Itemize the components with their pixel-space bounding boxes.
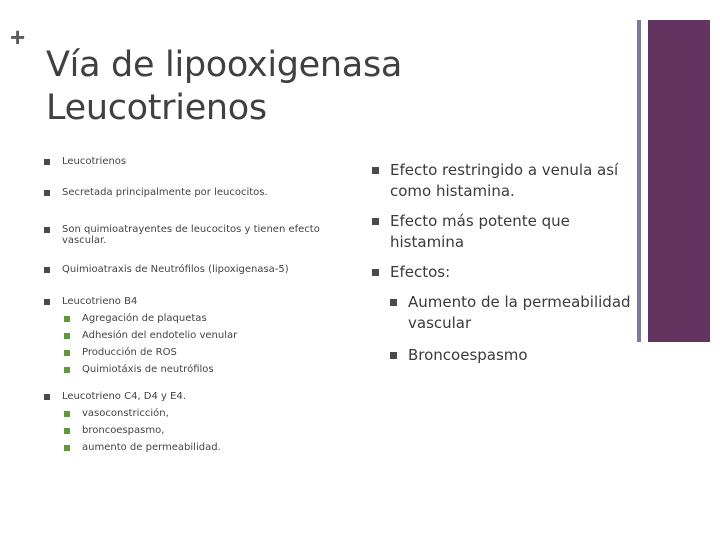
- list-item-text: Secretada principalmente por leucocitos.: [62, 187, 268, 198]
- sub-item-text: Aumento de la permeabilidad vascular: [408, 293, 631, 332]
- bullet-icon: [64, 428, 70, 434]
- list-item-text: Leucotrieno B4: [62, 296, 138, 307]
- list-item: [44, 156, 324, 167]
- slide-title: [46, 44, 606, 130]
- sub-list-item: [390, 292, 642, 334]
- list-item-text: Son quimioatrayentes de leucocitos y tienen efecto vascular.: [62, 224, 320, 246]
- sub-list-item: [62, 408, 324, 419]
- bullet-icon: [44, 299, 50, 305]
- sub-list-item: [62, 364, 324, 375]
- list-item-text: Leucotrieno C4, D4 y E4.: [62, 391, 186, 402]
- list-item-text: Efecto más potente que histamina: [390, 212, 570, 251]
- sub-list: [390, 292, 642, 366]
- list-item-text: Efectos:: [390, 263, 451, 281]
- sub-list-item: [62, 347, 324, 358]
- bullet-icon: [44, 159, 50, 165]
- list-item-text: Leucotrienos: [62, 156, 127, 167]
- bullet-icon: [64, 367, 70, 373]
- sub-list-item: [62, 442, 324, 453]
- list-item: [44, 296, 324, 375]
- list-item: [372, 211, 642, 253]
- sub-list-item: [390, 345, 642, 366]
- sub-item-text: Quimiotáxis de neutrófilos: [82, 364, 214, 375]
- list-item-text: Quimioatraxis de Neutrófilos (lipoxigenasa-5): [62, 264, 289, 275]
- sub-list: [62, 408, 324, 453]
- list-item-text: Efecto restringido a venula así como histamina.: [390, 161, 619, 200]
- bullet-icon: [64, 350, 70, 356]
- left-bullet-list: [44, 156, 324, 459]
- bullet-icon: [64, 411, 70, 417]
- list-item: [44, 264, 324, 275]
- list-item: [44, 224, 324, 246]
- sub-item-text: Adhesión del endotelio venular: [82, 330, 238, 341]
- sub-item-text: Agregación de plaquetas: [82, 313, 207, 324]
- list-item: [372, 160, 642, 202]
- sub-item-text: Broncoespasmo: [408, 346, 528, 364]
- bullet-icon: [64, 333, 70, 339]
- sub-item-text: vasoconstricción,: [82, 408, 169, 419]
- bullet-icon: [390, 299, 397, 306]
- bullet-icon: [64, 445, 70, 451]
- list-item: [44, 391, 324, 453]
- sub-list: [62, 313, 324, 375]
- sub-item-text: aumento de permeabilidad.: [82, 442, 221, 453]
- bullet-icon: [372, 218, 379, 225]
- bullet-icon: [44, 227, 50, 233]
- decorative-purple-bar: [648, 20, 710, 342]
- sub-list-item: [62, 313, 324, 324]
- bullet-icon: [64, 316, 70, 322]
- bullet-icon: [44, 267, 50, 273]
- bullet-icon: [372, 269, 379, 276]
- bullet-icon: [44, 190, 50, 196]
- bullet-icon: [390, 352, 397, 359]
- sub-item-text: Producción de ROS: [82, 347, 177, 358]
- bullet-icon: [372, 167, 379, 174]
- bullet-icon: [44, 394, 50, 400]
- sub-list-item: [62, 425, 324, 436]
- title-line-1: Vía de lipooxigenasa: [46, 45, 403, 85]
- sub-item-text: broncoespasmo,: [82, 425, 165, 436]
- list-item: [372, 262, 642, 366]
- list-item: [44, 187, 324, 198]
- title-line-2: Leucotrienos: [46, 88, 267, 128]
- sub-list-item: [62, 330, 324, 341]
- plus-icon: +: [10, 22, 26, 52]
- right-bullet-list: [372, 160, 642, 377]
